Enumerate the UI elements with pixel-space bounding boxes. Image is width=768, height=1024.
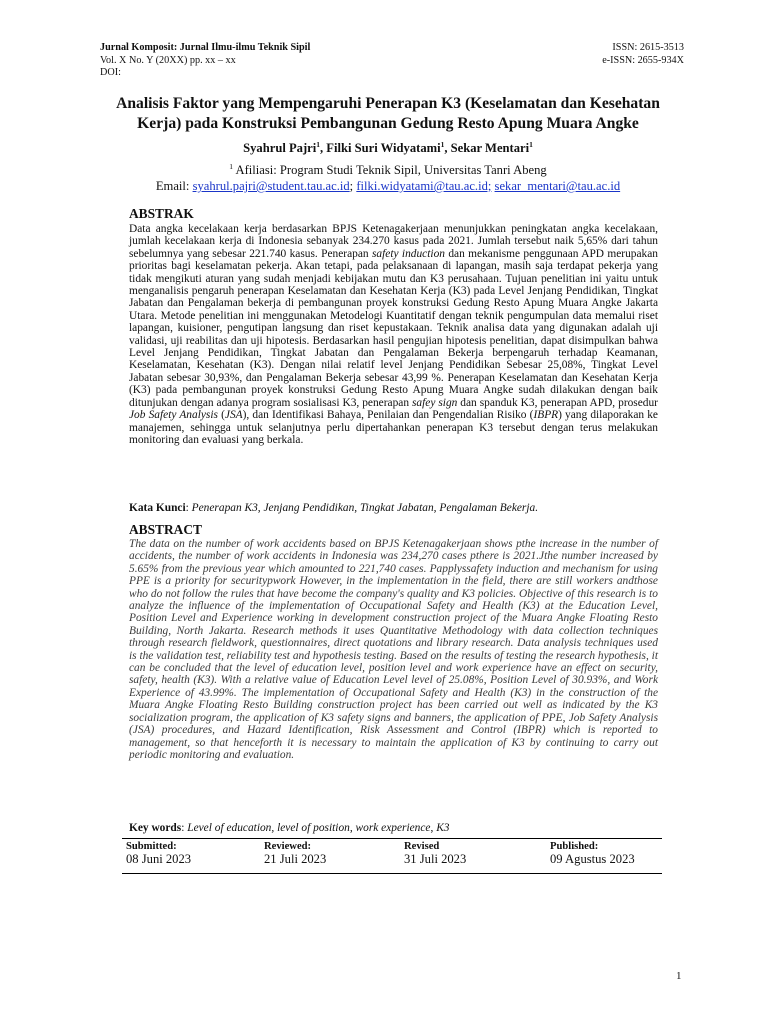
email-label: Email: (155, 179, 193, 193)
abstract-body: The data on the number of work accidents based on BPJS Ketenagakerjaan shows pthe increase in the number of accidents, the number of work accidents in Indonesia was 234,270 cases pthere is 2021.Jthe number increased by 5.65% from the previous year which amounted to 221,740 cases. Papplyssafety induction and mechanism for using PPE is a priority for securitypwork However, in the implementation in the field, there are still workers andthose who do not follow the rules that have become the company's quality and K3 policies. Objective of this research is to analyze the influence of the implementation of Occupational Safety and Health (K3) at the Education Level, Position Level and Experience working in development construction project of the Muara Angke Floating Resto Building, North Jakarta. Research methods it uses Quantitative Methodology with data collection techniques through research fieldwork, questionnaires, direct quotations and library research. Data analysis techniques used is the validation test, reliability test and hypothesis testing. Based on the results of testing the research hypothesis, it can be concluded that the level of education level, position level and work experience have an effect on security, safety, health (K3). With a relative value of Education Level level of 25.08%, Position Level of 30.93%, and Work Experience of 43.99%. The implementation of Occupational Safety and Health (K3) in the construction of the Muara Angke Floating Resto Building construction project has been carried out well as indicated by the K3 socialization program, the application of K3 safety signs and banners, the application of PPE, Job Safety Analysis (JSA) procedures, and Hazard Identification, Risk Assessment and Control (IBPR) which is reported to management, so that henceforth it is necessary to maintain the application of K3 by continuing to carry out periodic monitoring and evaluation. (129, 538, 658, 761)
abstrak-body (129, 223, 658, 446)
author-3-affil-mark: 1 (529, 140, 533, 149)
author-2: Filki Suri Widyatami (326, 141, 441, 156)
date-label: Revised (404, 841, 440, 852)
email-link-2[interactable]: filki.widyatami@tau.ac.id; (356, 179, 492, 193)
affiliation (90, 162, 686, 178)
key-words-comma: , (430, 822, 437, 834)
key-words-last: K3 (436, 822, 450, 834)
author-list (90, 140, 686, 156)
date-published (550, 841, 635, 867)
table-bottom-rule (122, 873, 662, 874)
author-1: Syahrul Pajri (243, 141, 317, 156)
date-value: 08 Juni 2023 (126, 852, 192, 866)
date-label: Reviewed: (264, 841, 312, 852)
email-link-3[interactable]: sekar_mentari@tau.ac.id (494, 179, 621, 193)
paper-title-line-2: Kerja) pada Konstruksi Pembangunan Gedung Resto Apung Muara Angke (137, 115, 639, 132)
author-1-affil-mark: 1 (316, 140, 320, 149)
author-separator: , (444, 141, 451, 156)
abstrak-text: Data angka kecelakaan kerja berdasarkan BPJS Ketenagakerjaan menunjukkan peningkatan angka kecelakaan, jumlah kecelakaan kerja di Indonesia sebanyak 234.270 kasus pada 2021. Jumlah tersebut naik 5,65% dari tahun sebelumnya yang sebesar 221.740 kasus. Penerapan (129, 223, 658, 260)
abstrak-term: IBPR (533, 409, 559, 422)
journal-volume: Vol. X No. Y (20XX) pp. xx – xx (100, 54, 236, 66)
key-words (129, 822, 658, 834)
key-words-separator: : (181, 822, 188, 834)
date-value: 31 Juli 2023 (404, 852, 467, 866)
journal-header-left (100, 42, 310, 80)
kata-kunci-separator: : (185, 502, 192, 514)
kata-kunci-value: Penerapan K3, Jenjang Pendidikan, Tingkat Jabatan, Pengalaman Bekerja. (191, 502, 539, 514)
journal-header-right (602, 42, 684, 67)
abstrak-term: Job Safety Analysis (129, 409, 218, 422)
journal-doi: DOI: (100, 67, 121, 79)
abstrak-text: ( (217, 409, 225, 422)
journal-issn: ISSN: 2615-3513 (612, 42, 684, 53)
journal-eissn: e-ISSN: 2655-934X (602, 54, 684, 66)
abstrak-text: ), dan Identifikasi Bahaya, Penilaian dan Pengendalian Risiko ( (242, 409, 534, 422)
abstrak-text: dan spanduk K3, penerapan APD, prosedur (457, 396, 658, 409)
date-label: Published: (550, 841, 599, 852)
date-value: 09 Agustus 2023 (550, 852, 635, 866)
kata-kunci (129, 502, 658, 514)
abstrak-term: safety induction (371, 247, 445, 260)
date-reviewed (264, 841, 326, 867)
author-2-affil-mark: 1 (440, 140, 445, 149)
submission-dates-table (122, 838, 662, 874)
abstrak-heading: ABSTRAK (129, 206, 194, 221)
abstrak-text: dan mekanisme penggunaan APD merupakan prioritas bagi keselamatan pekerja. Akan tetapi, pada pelaksanaan di lapangan, masih saja terdapat pekerja yang tidak mengikuti aturan yang sudah menjadi kebijakan mutu dan K3 perusahaan. Tujuan penelitian ini yaitu untuk menganalisis pengaruh penerapan Keselamatan dan Kesehatan Kerja (K3) pada Level Jenjang Pendidikan, Tingkat Jabatan dan Pengalaman bekerja di pembangunan proyek konstruksi Gedung Resto Apung Muara Angke Jakarta Utara. Metode penelitian ini menggunakan Metodelogi Kuantitatif dengan teknik pengumpulan data memalui riset lapangan, kuisioner, pengutipan langsung dan riset kepustakaan. Teknik analisa data yang digunakan adalah uji validasi, uji reabilitas dan uji hipotesis. Berdasarkan hasil pengujian hipotesis penelitian, dapat disimpulkan bahwa Level Jenjang Pendidikan, Tingkat Jabatan dan Pengalaman Bekerja berpengaruh terhadap Keamanan, Keselamatan, Kesehatan (K3). Dengan nilai relatif level Jenjang Pendidikan Sebesar 25,08%, Tingkat Level Jabatan sebesar 30,93%, dan Pengalaman Bekerja sebesar 43,99 %. Penerapan Keselamatan dan Kesehatan Kerja (K3) pada pembangunan proyek konstruksi Gedung Resto Apung Muara Angke sudah dilakukan dengan baik ditunjukan dengan adanya program sosialisasi K3, penerapan (129, 247, 658, 409)
date-value: 21 Juli 2023 (264, 852, 327, 866)
page-number: 1 (676, 970, 682, 982)
key-words-label: Key words (129, 822, 182, 834)
journal-name: Jurnal Komposit: Jurnal Ilmu-ilmu Teknik Sipil (100, 42, 311, 53)
abstrak-term: safey sign (411, 396, 458, 409)
paper-title (90, 94, 686, 134)
author-emails (90, 179, 686, 194)
author-separator: , (320, 141, 327, 156)
kata-kunci-label: Kata Kunci (129, 502, 186, 514)
affiliation-text: Afiliasi: Program Studi Teknik Sipil, Universitas Tanri Abeng (233, 163, 547, 178)
email-link-1[interactable]: syahrul.pajri@student.tau.ac.id (192, 179, 350, 193)
date-submitted (126, 841, 191, 867)
paper-title-line-1: Analisis Faktor yang Mempengaruhi Penerapan K3 (Keselamatan dan Kesehatan (116, 95, 660, 112)
date-label: Submitted: (126, 841, 177, 852)
abstrak-text: ) yang dilaporakan ke manajemen, sehingga untuk selanjutnya perlu dipertahankan penerapan K3 tersebut dengan terus melakukan monitoring dan evaluasi yang berkala. (129, 409, 658, 446)
abstract-heading: ABSTRACT (129, 522, 202, 537)
dates-row (122, 839, 662, 873)
date-revised (404, 841, 466, 867)
email-separator: ; (349, 179, 357, 193)
abstrak-term: JSA (224, 409, 243, 422)
key-words-value: Level of education, level of position, work experience (187, 822, 431, 834)
affiliation-mark: 1 (229, 162, 234, 171)
author-3: Sekar Mentari (450, 141, 530, 156)
